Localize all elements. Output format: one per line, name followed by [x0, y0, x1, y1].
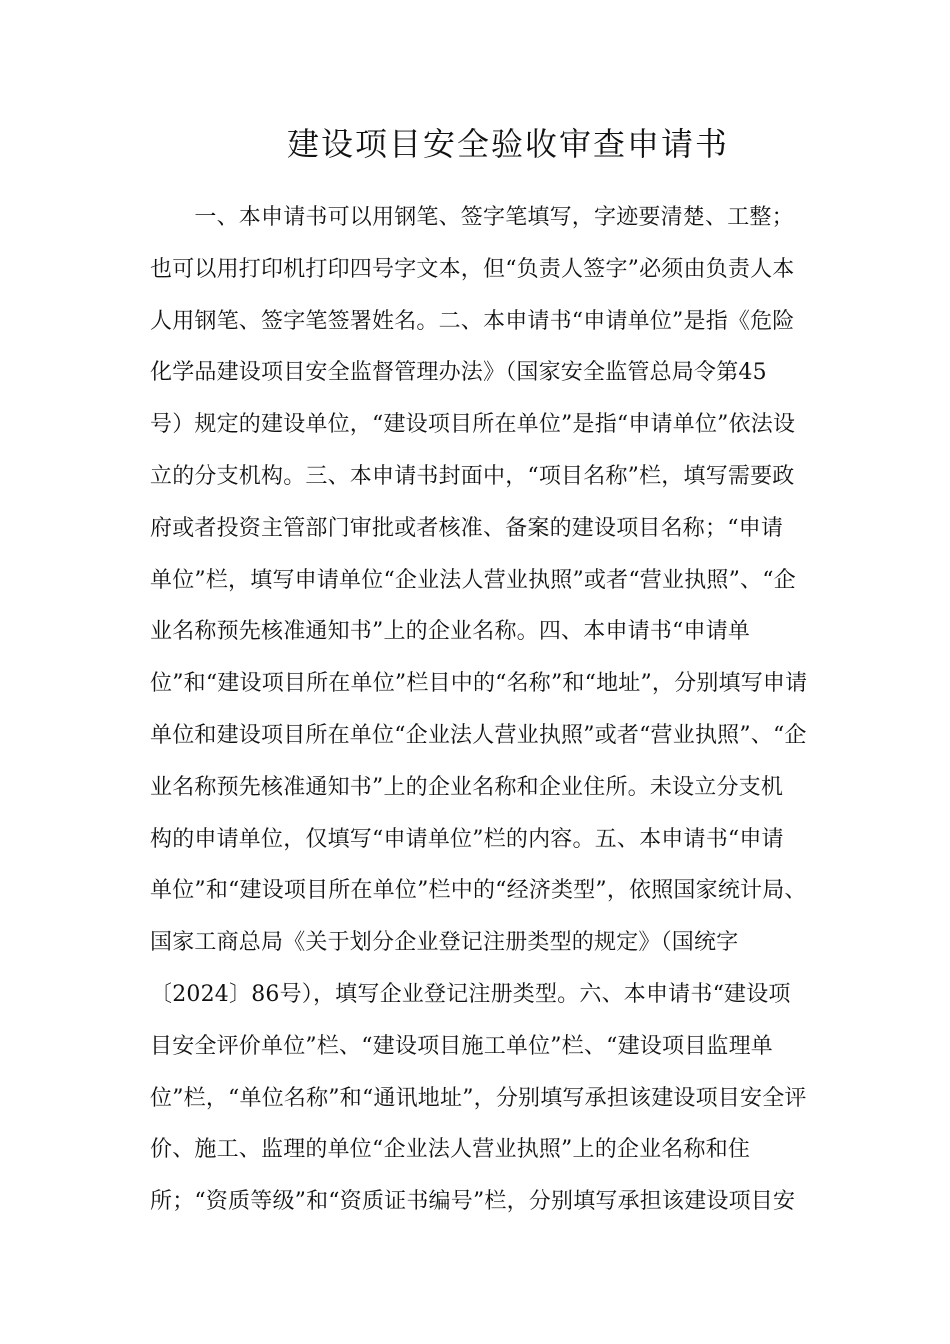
- body-line: 府或者投资主管部门审批或者核准、备案的建设项目名称；“申请: [150, 515, 784, 541]
- body-line: 国家工商总局《关于划分企业登记注册类型的规定》（国统字: [150, 930, 739, 956]
- body-line: 一、本申请书可以用钢笔、签字笔填写，字迹要清楚、工整；: [150, 205, 794, 230]
- body-line: 业名称预先核准通知书”上的企业名称。四、本申请书“申请单: [150, 619, 751, 645]
- body-line: 目安全评价单位”栏、“建设项目施工单位”栏、“建设项目监理单: [150, 1033, 773, 1059]
- document-title: 建设项目安全验收审查申请书: [286, 125, 729, 163]
- body-line: 〔2024〕86号），填写企业登记注册类型。六、本申请书“建设项: [150, 981, 791, 1007]
- body-line: 单位”和“建设项目所在单位”栏中的“经济类型”，依照国家统计局、: [150, 878, 807, 904]
- body-line: 号）规定的建设单位，“建设项目所在单位”是指“申请单位”依法设: [150, 412, 796, 438]
- body-line: 位”和“建设项目所在单位”栏目中的“名称”和“地址”，分别填写申请: [150, 671, 808, 697]
- body-line: 单位和建设项目所在单位“企业法人营业执照”或者“营业执照”、“企: [150, 722, 807, 748]
- body-line: 化学品建设项目安全监督管理办法》（国家安全监管总局令第45: [150, 360, 767, 386]
- body-line: 立的分支机构。三、本申请书封面中，“项目名称”栏，填写需要政: [150, 463, 795, 489]
- body-line: 所；“资质等级”和“资质证书编号”栏，分别填写承担该建设项目安: [150, 1189, 796, 1215]
- body-line: 人用钢笔、签字笔签署姓名。二、本申请书“申请单位”是指《危险: [150, 308, 795, 334]
- body-line: 单位”栏，填写申请单位“企业法人营业执照”或者“营业执照”、“企: [150, 567, 796, 593]
- body-line: 位”栏，“单位名称”和“通讯地址”，分别填写承担该建设项目安全评: [150, 1085, 807, 1111]
- body-line: 价、施工、监理的单位“企业法人营业执照”上的企业名称和住: [150, 1137, 751, 1163]
- document-body: [150, 192, 810, 1228]
- body-line: 也可以用打印机打印四号字文本，但“负责人签字”必须由负责人本: [150, 256, 795, 282]
- body-line: 业名称预先核准通知书”上的企业名称和企业住所。未设立分支机: [150, 774, 784, 800]
- body-line: 构的申请单位，仅填写“申请单位”栏的内容。五、本申请书“申请: [150, 826, 784, 852]
